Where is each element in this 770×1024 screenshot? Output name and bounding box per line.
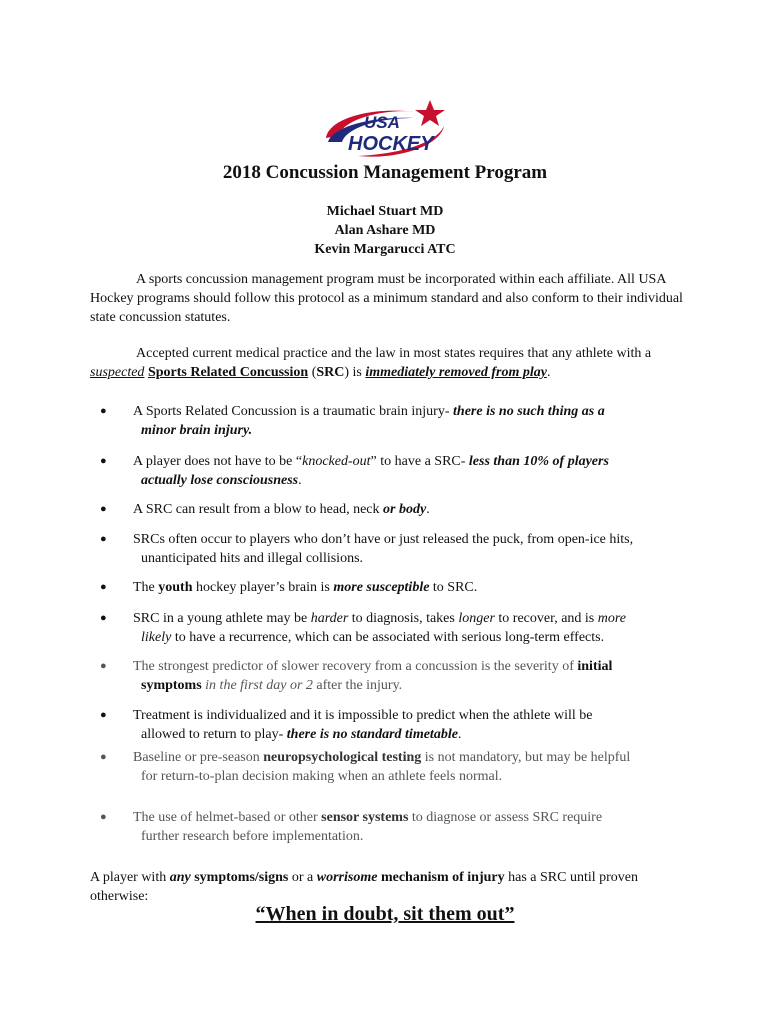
closing-quote: “When in doubt, sit them out” <box>255 903 515 925</box>
intro-paragraph-2: Accepted current medical practice and the law in most states requires that any athlete with a suspected Sports Related Concussion (SRC) is immediately removed from play. <box>90 346 652 380</box>
logo-text-hockey: HOCKEY <box>348 133 434 155</box>
list-item: ● A player does not have to be “knocked-out” to have a SRC- less than 10% of players actually lose consciousness. <box>100 454 609 488</box>
closing-paragraph: A player with any symptoms/signs or a worrisome mechanism of injury has a SRC until proven otherwise: <box>90 870 638 904</box>
authors <box>0 202 770 259</box>
logo-text-usa: USA <box>364 113 400 132</box>
usa-hockey-logo <box>318 98 452 164</box>
list-item: ● A SRC can result from a blow to head, neck or body. <box>100 502 430 517</box>
author-2: Alan Ashare MD <box>334 223 436 238</box>
author-3: Kevin Margarucci ATC <box>314 242 456 257</box>
author-1: Michael Stuart MD <box>326 204 444 219</box>
list-item: ● Treatment is individualized and it is impossible to predict when the athlete will be allowed to return to play- there is no standard timetable. <box>100 708 593 742</box>
intro-paragraph-1: A sports concussion management program must be incorporated within each affiliate. All USA Hockey programs should follow this protocol as a minimum standard and also conform to their individual state concussion statutes. <box>90 272 683 325</box>
document-title: 2018 Concussion Management Program <box>222 162 548 183</box>
list-item: ● The use of helmet-based or other sensor systems to diagnose or assess SRC require further research before implementation. <box>100 810 603 844</box>
list-item: ● The youth hockey player’s brain is more susceptible to SRC. <box>100 580 478 595</box>
list-item: ● Baseline or pre-season neuropsychological testing is not mandatory, but may be helpful for return-to-plan decision making when an athlete feels normal. <box>100 750 631 784</box>
list-item: ● The strongest predictor of slower recovery from a concussion is the severity of initial symptoms in the first day or 2 after the injury. <box>100 659 613 693</box>
list-item: ● A Sports Related Concussion is a traumatic brain injury- there is no such thing as a minor brain injury. <box>100 404 605 438</box>
list-item: ● SRC in a young athlete may be harder to diagnosis, takes longer to recover, and is more likely to have a recurrence, which can be associated with serious long-term effects. <box>100 611 627 645</box>
list-item: ● SRCs often occur to players who don’t have or just released the puck, from open-ice hits, unanticipated hits and illegal collisions. <box>100 532 634 566</box>
